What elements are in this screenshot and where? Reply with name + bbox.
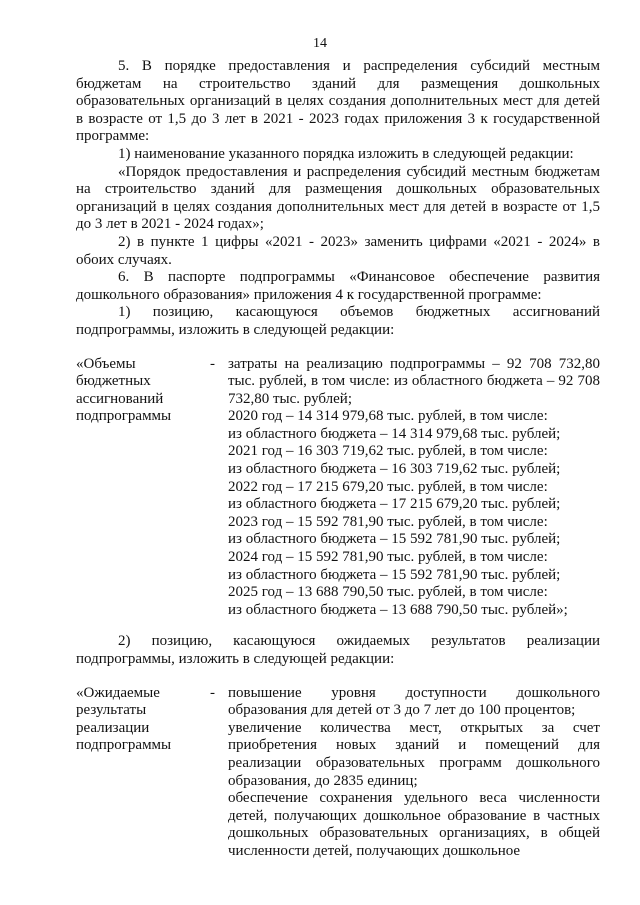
document-body (76, 58, 600, 861)
budget-allocations-label: «Объемы бюджетных ассигнований подпрограммы (76, 355, 172, 425)
expected-results-label: «Ожидаемые результаты реализации подпрограммы (76, 684, 172, 754)
expected-results-table (76, 685, 600, 861)
paragraph-6: 6. В паспорте подпрограммы «Финансовое обеспечение развития дошкольного образования» приложения 4 к государственной программе: (76, 269, 600, 303)
table-dash: - (210, 355, 215, 372)
budget-line: 2024 год – 15 592 781,90 тыс. рублей, в том числе: (228, 549, 548, 566)
paragraph-5-1: 1) наименование указанного порядка изложить в следующей редакции: (118, 145, 574, 162)
budget-line: из областного бюджета – 15 592 781,90 тыс. рублей; (228, 531, 561, 548)
budget-allocations-table (76, 356, 600, 620)
budget-line: из областного бюджета – 16 303 719,62 тыс. рублей; (228, 461, 561, 478)
budget-line: 2021 год – 16 303 719,62 тыс. рублей, в том числе: (228, 443, 548, 460)
budget-line: 2025 год – 13 688 790,50 тыс. рублей, в том числе: (228, 584, 548, 601)
paragraph-5-2: 2) в пункте 1 цифры «2021 - 2023» заменить цифрами «2021 - 2024» в обоих случаях. (76, 233, 600, 268)
budget-line: из областного бюджета – 13 688 790,50 тыс. рублей»; (228, 601, 568, 618)
budget-line: 2020 год – 14 314 979,68 тыс. рублей, в том числе: (228, 408, 548, 425)
budget-line: 2023 год – 15 592 781,90 тыс. рублей, в том числе: (228, 513, 548, 530)
result-item: повышение уровня доступности дошкольного образования для детей от 3 до 7 лет до 100 процентов; (228, 684, 600, 719)
result-item: обеспечение сохранения удельного веса численности детей, получающих дошкольное образование в частных дошкольных образовательных организациях, в общей численности детей, получающих дошкольное (228, 790, 600, 859)
paragraph-5: 5. В порядке предоставления и распределения субсидий местным бюджетам на строительство зданий для размещения дошкольных образовательных организаций в целях создания дополнительных мест для детей в возрасте от 1,5 до 3 лет в 2021 - 2023 годах приложения 3 к государственной программе: (76, 58, 600, 145)
page-number: 14 (313, 36, 327, 51)
budget-line: из областного бюджета – 17 215 679,20 тыс. рублей; (228, 496, 561, 513)
budget-line: 2022 год – 17 215 679,20 тыс. рублей, в том числе: (228, 478, 548, 495)
paragraph-6-2: 2) позицию, касающуюся ожидаемых результатов реализации подпрограммы, изложить в следующей редакции: (76, 633, 600, 667)
paragraph-quote-title: «Порядок предоставления и распределения субсидий местным бюджетам на строительство зданий для размещения дошкольных образовательных организаций в целях создания дополнительных мест для детей в возрасте от 1,5 до 3 лет в 2021 - 2024 годах»; (76, 163, 600, 233)
budget-line: из областного бюджета – 15 592 781,90 тыс. рублей; (228, 566, 561, 583)
budget-line-total: затраты на реализацию подпрограммы – 92 708 732,80 тыс. рублей, в том числе: из областного бюджета – 92 708 732,80 тыс. рублей; (228, 355, 600, 407)
budget-line: из областного бюджета – 14 314 979,68 тыс. рублей; (228, 425, 561, 442)
expected-results-values (228, 685, 600, 861)
paragraph-6-1: 1) позицию, касающуюся объемов бюджетных ассигнований подпрограммы, изложить в следующей редакции: (76, 304, 600, 338)
table-dash: - (210, 684, 215, 701)
result-item: увеличение количества мест, открытых за счет приобретения новых зданий и помещений для реализации образовательных программ дошкольного образования, до 2835 единиц; (228, 719, 600, 789)
budget-allocations-values (228, 356, 600, 620)
